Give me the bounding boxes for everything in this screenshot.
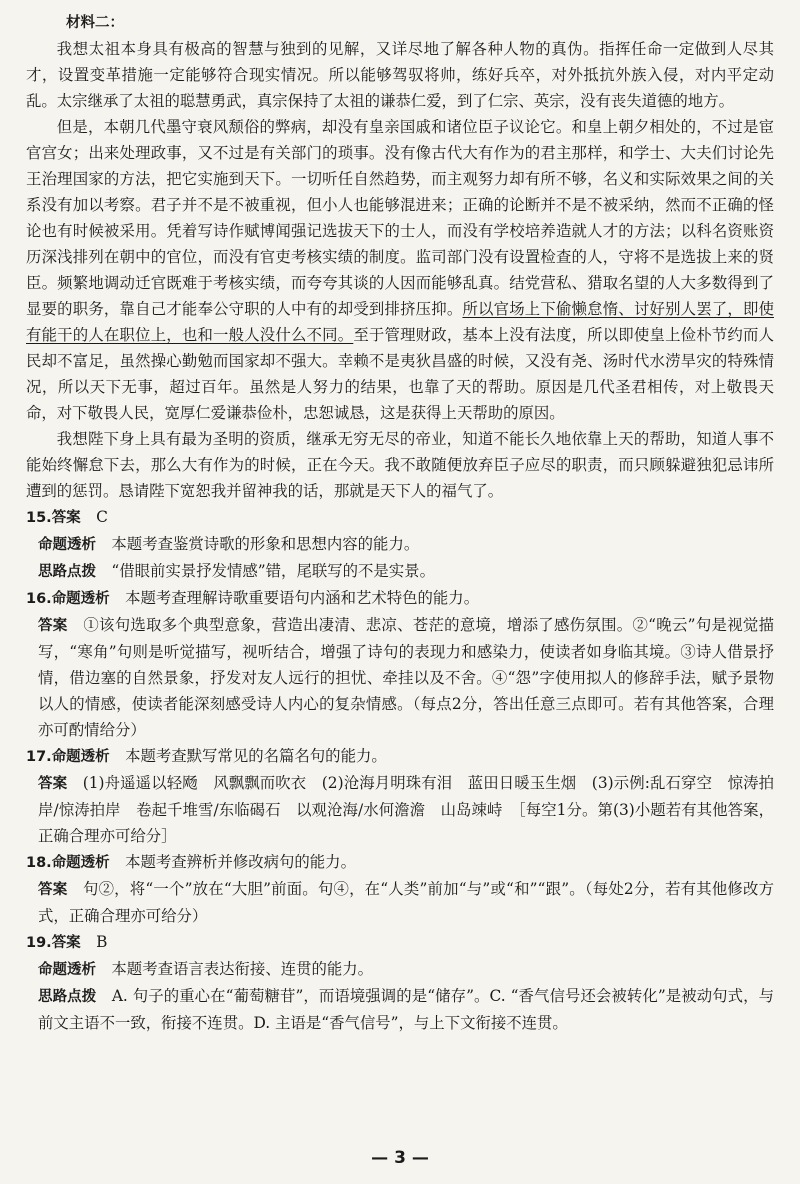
question-19-hint [38, 983, 774, 1036]
analysis-label: 命题透析 [51, 749, 110, 765]
analysis-label: 命题透析 [51, 855, 110, 871]
material-paragraph-3: 我想陛下身上具有最为圣明的资质，继承无穷无尽的帝业，知道不能长久地依靠上天的帮助，知道人事不能始终懈怠下去，那么大有作为的时候，正在今天。我不敢随便放弃臣子应尽的职责，而只顾躲避独犯忌讳所遭到的惩罚。恳请陛下宽恕我并留神我的话，那就是天下人的福气了。 [26, 430, 774, 500]
question-16-answer [38, 612, 774, 743]
analysis-text: 本题考查语言表达衔接、连贯的能力。 [111, 960, 374, 978]
answer-label: 答案 [51, 510, 81, 526]
hint-label: 思路点拨 [38, 564, 96, 580]
question-18-analysis [26, 849, 774, 876]
question-16-analysis [26, 585, 774, 612]
answer-label: 答案 [38, 776, 68, 792]
question-number: 16. [26, 591, 52, 607]
analysis-text: 本题考查默写常见的名篇名句的能力。 [125, 747, 387, 765]
question-number: 15. [26, 510, 52, 526]
hint-label: 思路点拨 [38, 989, 97, 1005]
material-paragraph-2 [26, 114, 774, 426]
analysis-text: 本题考查辨析并修改病句的能力。 [125, 853, 356, 871]
question-15-answer [26, 504, 774, 531]
question-number: 18. [26, 855, 52, 871]
question-17-answer [38, 770, 774, 849]
underlined-sentence: 所以官场上下偷懒怠惰、讨好别人罢了，即使有能干的人在职位上，也和一般人没什么不同。 [26, 300, 774, 344]
question-19-analysis [38, 956, 774, 983]
question-17-analysis [26, 743, 774, 770]
material-paragraph-2-text-a: 但是，本朝几代墨守衰风颓俗的弊病，却没有皇亲国戚和诸位臣子议论它。和皇上朝夕相处的，不过是宦官宫女；出来处理政事，又不过是有关部门的琐事。没有像古代大有作为的君主那样，和学士、大夫们讨论先王治理国家的方法，把它实施到天下。一切听任自然趋势，而主观努力却有所不够，名义和实际效果之间的关系没有加以考察。君子并不是不被重视，但小人也能够混进来；正确的论断并不是不被采纳，然而不正确的怪论也有时候被采用。凭着写诗作赋博闻强记选拔天下的士人，而没有学校培养造就人才的方法；以科名资账资历深浅排列在朝中的官位，而没有官吏考核实绩的制度。监司部门没有设置检查的人，守将不是选拔上来的贤臣。频繁地调动迁官既难于考核实绩，而夸夸其谈的人因而能够乱真。结党营私、猎取名望的人大多数得到了显要的职务，靠自己才能奉公守职的人中有的却受到排挤压抑。 [26, 118, 774, 318]
analysis-text: 本题考查鉴赏诗歌的形象和思想内容的能力。 [111, 535, 420, 553]
material-paragraph-2-text-b: 至于管理财政，基本上没有法度，所以即使皇上俭朴节约而人民却不富足，虽然操心勤勉而国家却不强大。幸赖不是夷狄昌盛的时候，又没有尧、汤时代水涝旱灾的特殊情况，所以天下无事，超过百年。虽然是人努力的结果，也靠了天的帮助。原因是几代圣君相传，对上敬畏天命，对下敬畏人民，宽厚仁爱谦恭俭朴，忠恕诚恳，这是获得上天帮助的原因。 [26, 326, 774, 422]
answer-label: 答案 [38, 882, 68, 898]
hint-text: A. 句子的重心在“葡萄糖苷”，而语境强调的是“储存”。C. “香气信号还会被转化”是被动句式，与前文主语不一致，衔接不连贯。D. 主语是“香气信号”，与上下文衔接不连贯。 [38, 987, 774, 1032]
hint-text: “借眼前实景抒发情感”错，尾联写的不是实景。 [111, 562, 435, 580]
page-number: — 3 — [371, 1148, 429, 1168]
question-15-analysis [38, 531, 774, 558]
answer-text: C [96, 508, 108, 526]
material-paragraph-1: 我想太祖本身具有极高的智慧与独到的见解，又详尽地了解各种人物的真伪。指挥任命一定做到人尽其才，设置变革措施一定能够符合现实情况。所以能够驾驭将帅，练好兵卒，对外抵抗外族入侵，对内平定动乱。太宗继承了太祖的聪慧勇武，真宗保持了太祖的谦恭仁爱，到了仁宗、英宗，没有丧失道德的地方。 [26, 40, 774, 110]
analysis-label: 命题透析 [51, 591, 110, 607]
answer-text: 句②，将“一个”放在“大胆”前面。句④，在“人类”前加“与”或“和”“跟”。（每处2分，若有其他修改方式，正确合理亦可给分） [38, 880, 774, 925]
analysis-label: 命题透析 [38, 962, 96, 978]
analysis-label: 命题透析 [38, 537, 96, 553]
question-15-hint [38, 558, 774, 585]
answer-text: ①该句选取多个典型意象，营造出凄清、悲凉、苍茫的意境，增添了感伤氛围。②“晚云”句是视觉描写，“寒角”句则是听觉描写，视听结合，增强了诗句的表现力和感染力，使读者如身临其境。③诗人借景抒情，借边塞的自然景象，抒发对友人远行的担忧、牵挂以及不舍。④“怨”字使用拟人的修辞手法，赋予景物以人的情感，使读者能深刻感受诗人内心的复杂情感。（每点2分，答出任意三点即可。若有其他答案，合理亦可酌情给分） [38, 616, 774, 739]
answer-label: 答案 [51, 935, 81, 951]
question-19-answer [26, 929, 774, 956]
answer-label: 答案 [38, 618, 68, 634]
answer-text: B [96, 933, 108, 951]
question-number: 19. [26, 935, 52, 951]
question-number: 17. [26, 749, 52, 765]
question-18-answer [38, 876, 774, 929]
answer-text: (1)舟遥遥以轻飏 风飘飘而吹衣 (2)沧海月明珠有泪 蓝田日暖玉生烟 (3)示例:乱石穿空 惊涛拍岸/惊涛拍岸 卷起千堆雪/东临碣石 以观沧海/水何澹澹 山岛竦峙 ［每空1分。第(3)小题若有其他答案，正确合理亦可给分］ [38, 774, 774, 845]
material-heading: 材料二： [66, 15, 124, 31]
analysis-text: 本题考查理解诗歌重要语句内涵和艺术特色的能力。 [125, 589, 480, 607]
